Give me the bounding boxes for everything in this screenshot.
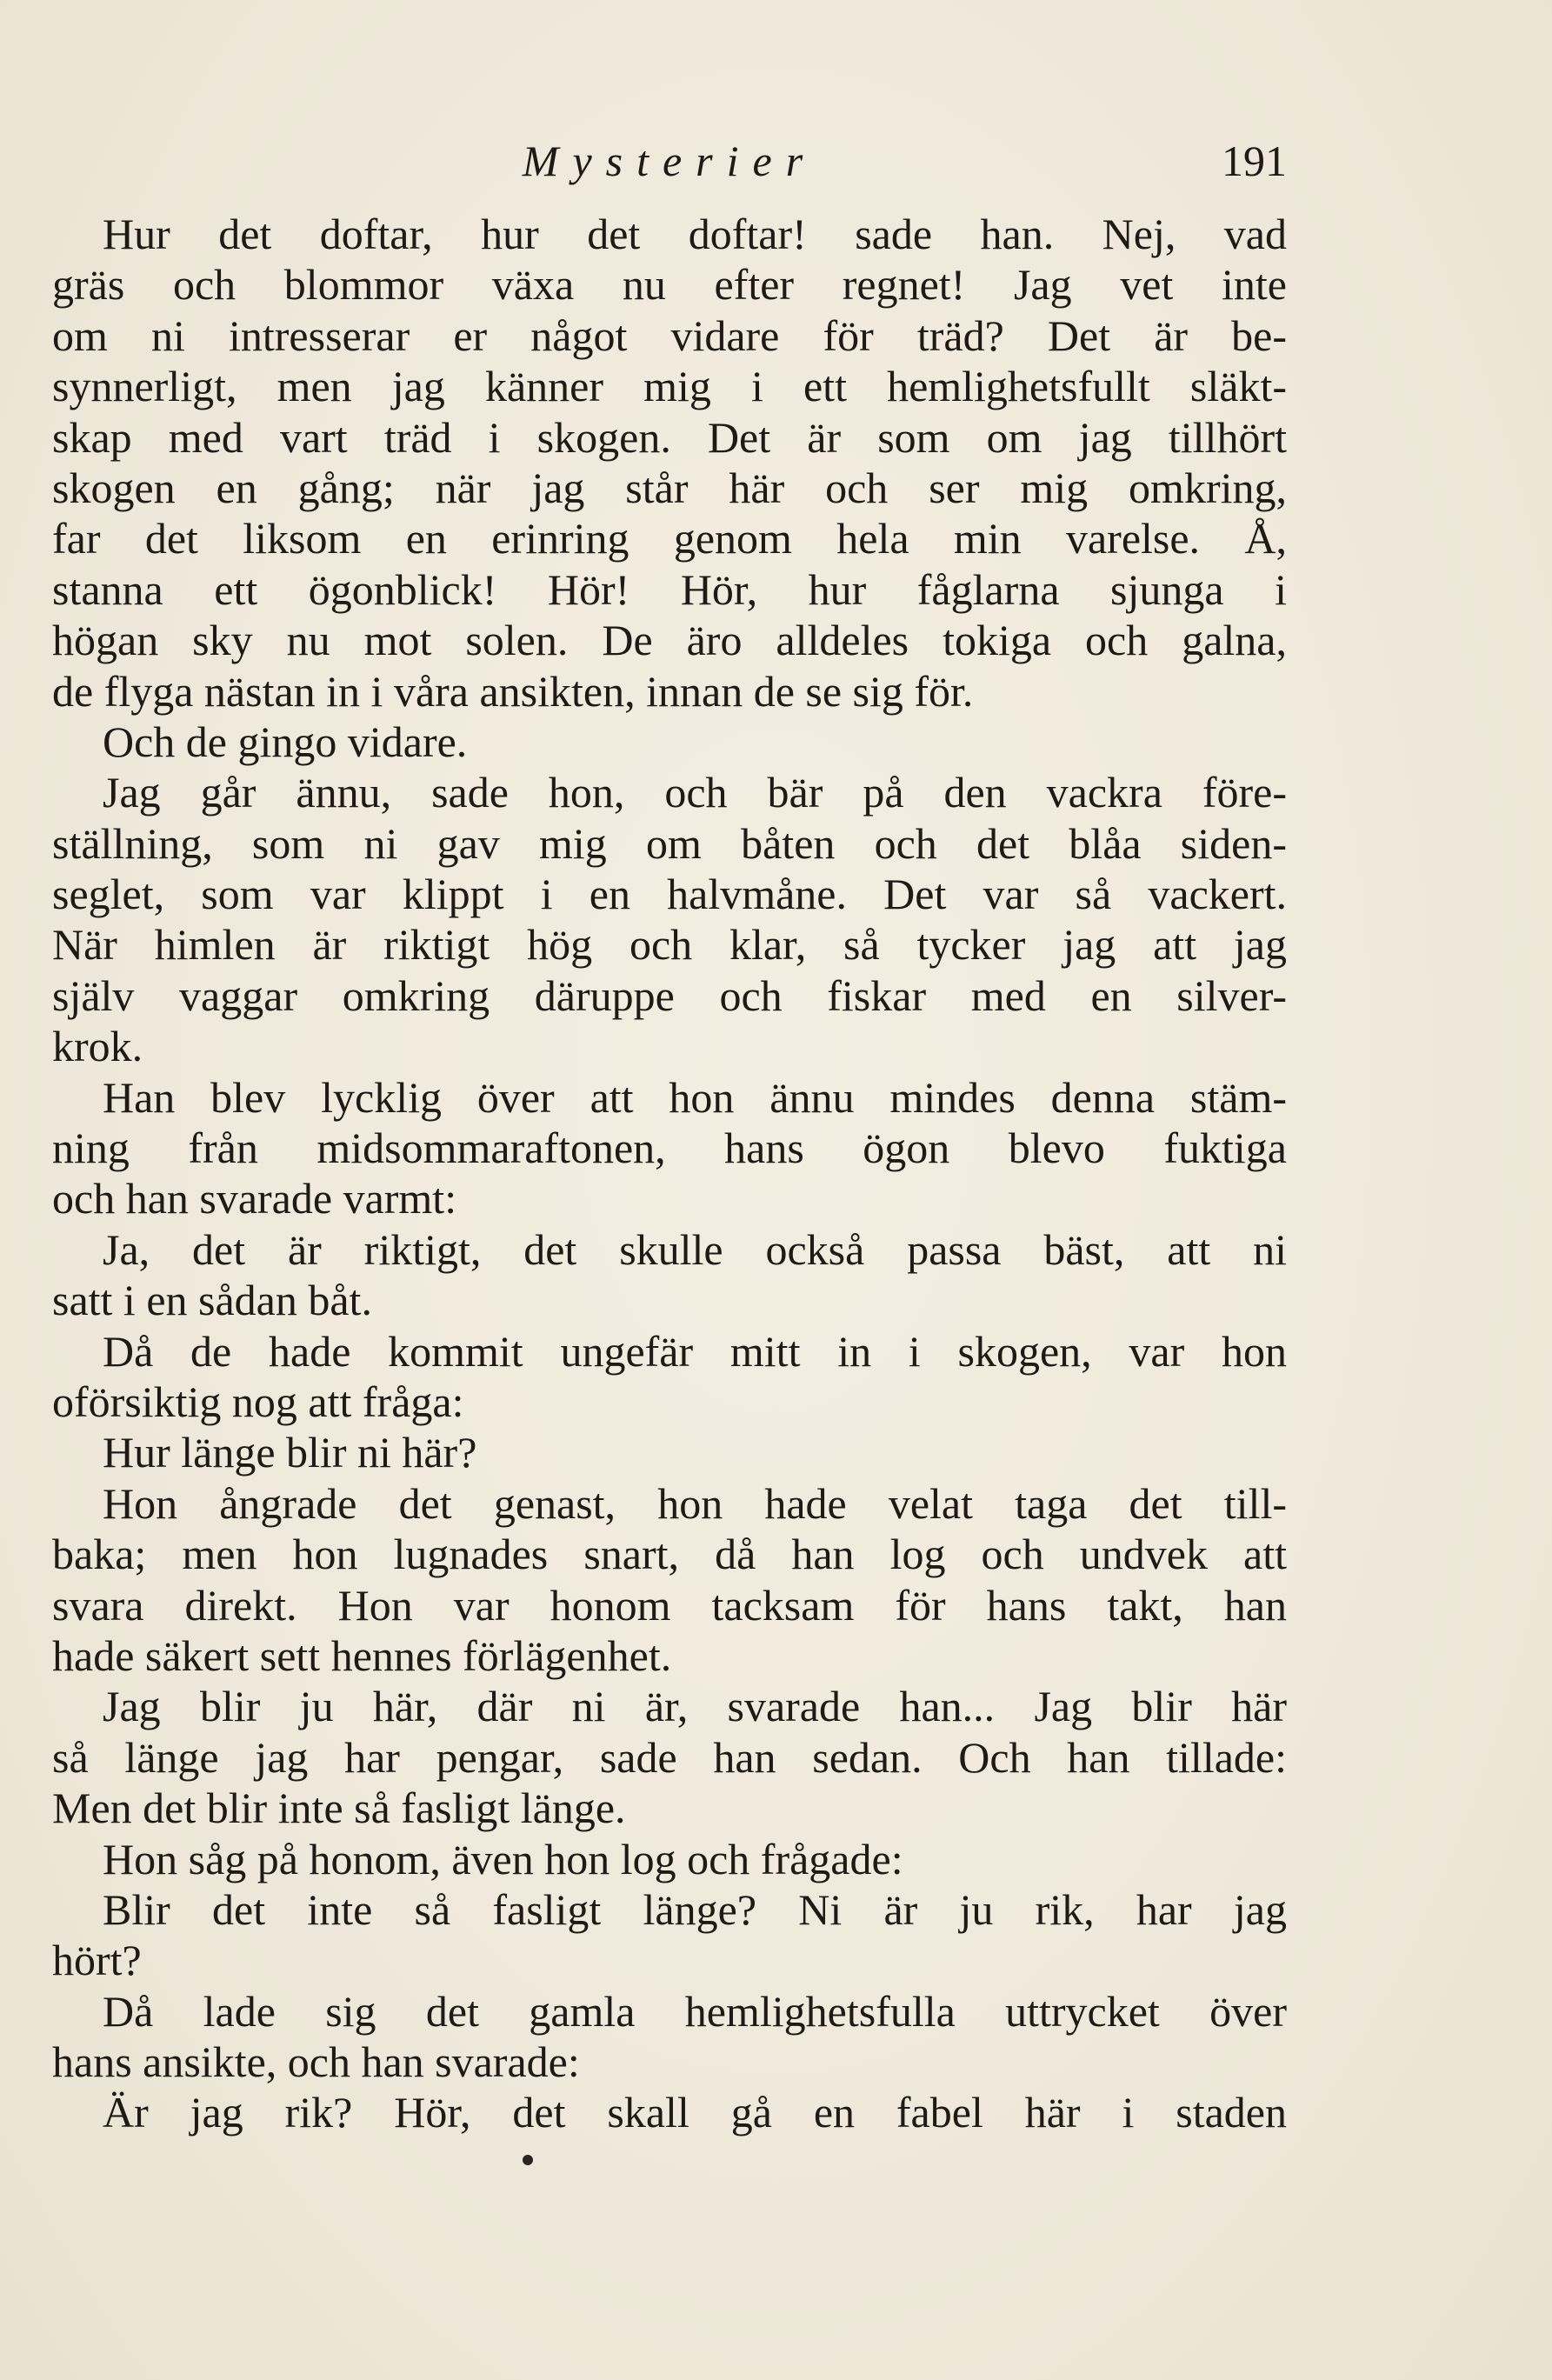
text-line: Och de gingo vidare. (103, 717, 468, 766)
text-line: de flyga nästan in i våra ansikten, innan de se sig för. (52, 666, 974, 716)
text-line: satt i en sådan båt. (52, 1276, 372, 1325)
text-line: skogen en gång; när jag står här och ser mig omkring, (52, 463, 1287, 512)
text-line: hans ansikte, och han svarade: (52, 2037, 580, 2087)
text-line: svara direkt. Hon var honom tacksam för hans takt, han (52, 1580, 1287, 1630)
text-line: Hur det doftar, hur det doftar! sade han. Nej, vad (103, 210, 1287, 258)
text-line: Då lade sig det gamla hemlighetsfulla uttrycket över (103, 1986, 1287, 2036)
bottom-dot-mark (523, 2155, 533, 2165)
running-title: Mysterier (522, 137, 817, 185)
text-line: hade säkert sett hennes förlägenhet. (52, 1630, 672, 1680)
text-line: Han blev lycklig över att hon ännu mindes denna stäm- (103, 1072, 1287, 1122)
text-line: Är jag rik? Hör, det skall gå en fabel här i staden (103, 2088, 1287, 2137)
text-line: Men det blir inte så fasligt länge. (52, 1783, 626, 1833)
text-line: Då de hade kommit ungefär mitt in i skogen, var hon (103, 1326, 1287, 1376)
running-head (52, 130, 1287, 191)
text-line: högan sky nu mot solen. De äro alldeles tokiga och galna, (52, 616, 1287, 665)
text-line: Ja, det är riktigt, det skulle också passa bäst, att ni (103, 1224, 1287, 1274)
text-line: krok. (52, 1022, 143, 1071)
text-line: synnerligt, men jag känner mig i ett hemlighetsfullt släkt- (52, 362, 1287, 411)
text-line: hört? (52, 1936, 142, 1985)
text-line: så länge jag har pengar, sade han sedan. Och han tillade: (52, 1732, 1287, 1782)
text-line: seglet, som var klippt i en halvmåne. Det var så vackert. (52, 870, 1287, 919)
text-line: själv vaggar omkring däruppe och fiskar med en silver- (52, 970, 1287, 1020)
text-line: När himlen är riktigt hög och klar, så tycker jag att jag (52, 920, 1287, 970)
text-line: Jag blir ju här, där ni är, svarade han... Jag blir här (103, 1682, 1287, 1731)
text-line: baka; men hon lugnades snart, då han log och undvek att (52, 1530, 1287, 1579)
text-line: om ni intresserar er något vidare för träd? Det är be- (52, 310, 1287, 360)
text-line: gräs och blommor växa nu efter regnet! Jag vet inte (52, 260, 1287, 310)
text-line: ställning, som ni gav mig om båten och det blåa siden- (52, 818, 1287, 868)
text-line: Hon ångrade det genast, hon hade velat taga det till- (103, 1478, 1287, 1528)
text-line: Blir det inte så fasligt länge? Ni är ju rik, har jag (103, 1884, 1287, 1934)
page-number: 191 (1222, 137, 1287, 185)
text-line: skap med vart träd i skogen. Det är som om jag tillhört (52, 412, 1287, 462)
text-line: och han svarade varmt: (52, 1174, 457, 1223)
text-line: Hon såg på honom, även hon log och frågade: (103, 1834, 903, 1883)
text-line: far det liksom en erinring genom hela min varelse. Å, (52, 514, 1287, 563)
body-text (52, 209, 1287, 2138)
text-line: Hur länge blir ni här? (103, 1428, 477, 1477)
text-line: stanna ett ögonblick! Hör! Hör, hur fåglarna sjunga i (52, 564, 1287, 614)
text-line: oförsiktig nog att fråga: (52, 1377, 464, 1426)
text-line: ning från midsommaraftonen, hans ögon blevo fuktiga (52, 1123, 1287, 1173)
text-line: Jag går ännu, sade hon, och bär på den vackra före- (103, 768, 1287, 817)
